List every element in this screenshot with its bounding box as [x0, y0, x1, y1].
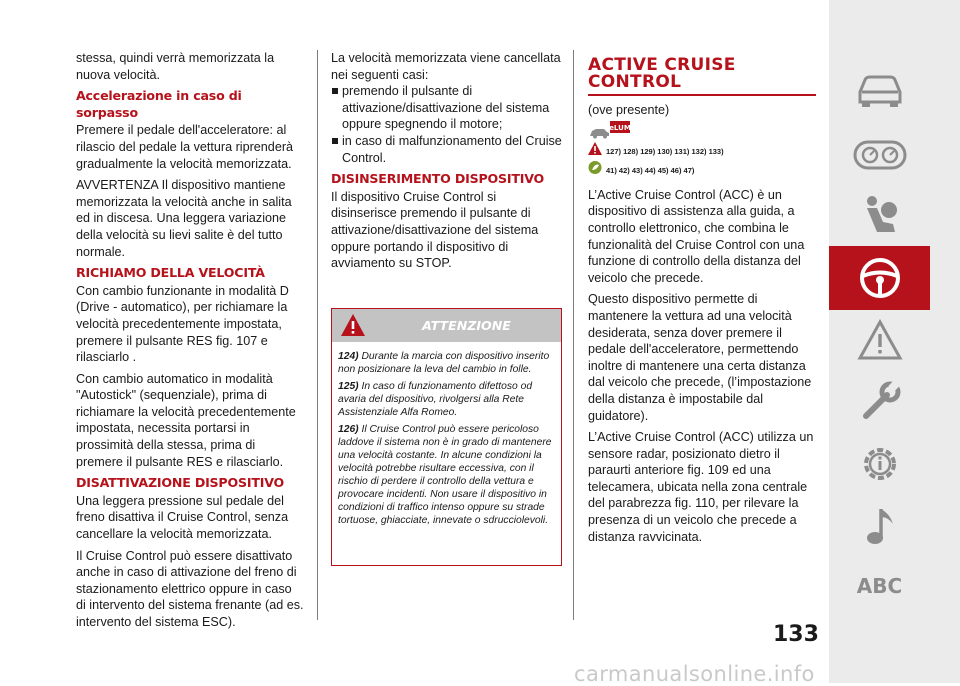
- warning-refs-row: [588, 141, 816, 160]
- column-3: [588, 57, 816, 550]
- sidebar-item-driving[interactable]: [829, 246, 930, 310]
- paragraph: La velocità memorizzata viene cancellata nei seguenti casi:: [331, 51, 561, 82]
- warning-body: [332, 342, 561, 527]
- dashboard-icon: [852, 136, 908, 172]
- paragraph: stessa, quindi verrà memorizzata la nuova velocità.: [76, 51, 275, 82]
- warning-title: ATTENZIONE: [422, 318, 511, 333]
- column-divider: [573, 50, 574, 620]
- sidebar-item-safety[interactable]: [829, 183, 930, 247]
- car-version-icon: [588, 121, 632, 141]
- warning-text: In caso di funzionamento difettoso od avaria del dispositivo, rivolgersi alla Rete Assistenziale Alfa Romeo.: [338, 381, 533, 418]
- column-divider: [317, 50, 318, 620]
- paragraph: Il Cruise Control può essere disattivato anche in caso di attivazione del freno di stazionamento elettrico oppure in caso di intervento del sistema frenante (ad es. intervento del sistema ESC).: [76, 548, 304, 629]
- warning-number: 126): [338, 424, 359, 435]
- paragraph: Questo dispositivo permette di mantenere la vettura ad una velocità desiderata, senza dover premere il pedale dell'acceleratore, permettendo inoltre di mantenere una certa distanza dal veicolo che precede, (l’impostazione della distanza è impostabile dal guidatore).: [588, 292, 812, 423]
- warning-refs: 127) 128) 129) 130) 131) 132) 133): [606, 146, 724, 156]
- sidebar-item-maintenance[interactable]: [829, 370, 930, 434]
- paragraph: Con cambio funzionante in modalità D (Drive - automatico), per richiamare la velocità precedentemente impostata, premere il pulsante RES fig. 107 e rilasciarlo .: [76, 283, 289, 365]
- watermark: carmanualsonline.info: [574, 662, 815, 686]
- column-1: [76, 50, 304, 636]
- sidebar-item-warnings[interactable]: [829, 308, 930, 372]
- environment-refs-row: [588, 160, 816, 179]
- paragraph: Premere il pedale dell'acceleratore: al rilascio del pedale la vettura riprenderà gradualmente la velocità memorizzata.: [76, 123, 294, 171]
- environment-refs: 41) 42) 43) 44) 45) 46) 47): [606, 165, 695, 175]
- page-title: ACTIVE CRUISE CONTROL: [588, 55, 736, 92]
- section-heading: DISINSERIMENTO DISPOSITIVO: [331, 171, 545, 187]
- music-note-icon: [860, 504, 900, 548]
- bullet-item: in caso di malfunzionamento del Cruise Control.: [331, 133, 563, 166]
- warning-triangle-icon: [857, 319, 903, 361]
- sidebar-item-index[interactable]: [829, 554, 930, 618]
- wrench-icon: [857, 379, 903, 425]
- warning-number: 125): [338, 381, 359, 392]
- warning-text: Durante la marcia con dispositivo inserito non posizionare la leva del cambio in folle.: [338, 351, 550, 375]
- title-rule: [588, 94, 816, 96]
- warning-text: Il Cruise Control può essere pericoloso laddove il sistema non è in grado di mantenere una velocità costante. In alcune condizioni la velocità potrebbe risultare eccessiva, con il rischio di perdere il controllo della vettura e provocare incidenti. Non usare il dispositivo in condizioni di traffico intenso oppure su strade tortuose, ghiacciate, innevate o sdrucciolevoli.: [338, 424, 552, 526]
- sidebar-item-car[interactable]: [829, 58, 930, 122]
- paragraph: AVVERTENZA Il dispositivo mantiene memorizzata la velocità anche in salita ed in discesa. Una leggera variazione della velocità su lievi salite è del tutto normale.: [76, 178, 292, 259]
- airbag-seat-icon: [857, 192, 903, 238]
- bullet-item: premendo il pulsante di attivazione/disattivazione del sistema oppure spegnendo il motore;: [331, 83, 563, 133]
- gear-info-icon: [857, 441, 903, 487]
- paragraph: Con cambio automatico in modalità "Autostick" (sequenziale), prima di richiamare la velocità precedentemente impostata, necessita portarsi in prossimità della stessa, prima di premere il pulsante RES e rilasciarlo.: [76, 371, 296, 469]
- warning-box: [331, 308, 562, 566]
- warning-item: [338, 380, 553, 419]
- warning-triangle-icon: [588, 142, 602, 155]
- column-2: [331, 50, 563, 277]
- sidebar-item-technical[interactable]: [829, 432, 930, 496]
- abc-icon: ABC: [856, 574, 903, 598]
- warning-item: [338, 350, 553, 376]
- warning-header: [332, 309, 561, 342]
- sidebar-item-multimedia[interactable]: [829, 494, 930, 558]
- section-heading: DISATTIVAZIONE DISPOSITIVO: [76, 475, 285, 491]
- paragraph: L’Active Cruise Control (ACC) utilizza un sensore radar, posizionato dietro il paraurti anteriore fig. 109 ed una telecamera, ubicata nella zona centrale del parabrezza fig. 110, per rilevare la presenza di un veicolo che precede a distanza ravvicinata.: [588, 430, 814, 544]
- steering-wheel-icon: [857, 255, 903, 301]
- environment-leaf-icon: [588, 161, 602, 174]
- section-heading: Accelerazione in caso di sorpasso: [76, 88, 242, 120]
- elum-label: eLUM: [609, 123, 631, 132]
- section-heading: RICHIAMO DELLA VELOCITÀ: [76, 265, 265, 281]
- page-number: 133: [773, 622, 819, 647]
- subtitle: (ove presente): [588, 103, 670, 118]
- warning-number: 124): [338, 351, 359, 362]
- paragraph: L’Active Cruise Control (ACC) è un dispositivo di assistenza alla guida, a controllo elettronico, che combina le funzionalità del Cruise Control con una funzione di controllo della distanza del veicolo che precede.: [588, 187, 805, 285]
- paragraph: Il dispositivo Cruise Control si disinserisce premendo il pulsante di attivazione/disattivazione del sistema oppure portando il dispositivo di avviamento su STOP.: [331, 189, 539, 271]
- warning-item: [338, 423, 553, 527]
- version-icons: [588, 121, 816, 141]
- car-icon: [854, 72, 906, 108]
- paragraph: Una leggera pressione sul pedale del freno disattiva il Cruise Control, senza cancellare la velocità memorizzata.: [76, 493, 289, 542]
- sidebar-item-dashboard[interactable]: [829, 122, 930, 186]
